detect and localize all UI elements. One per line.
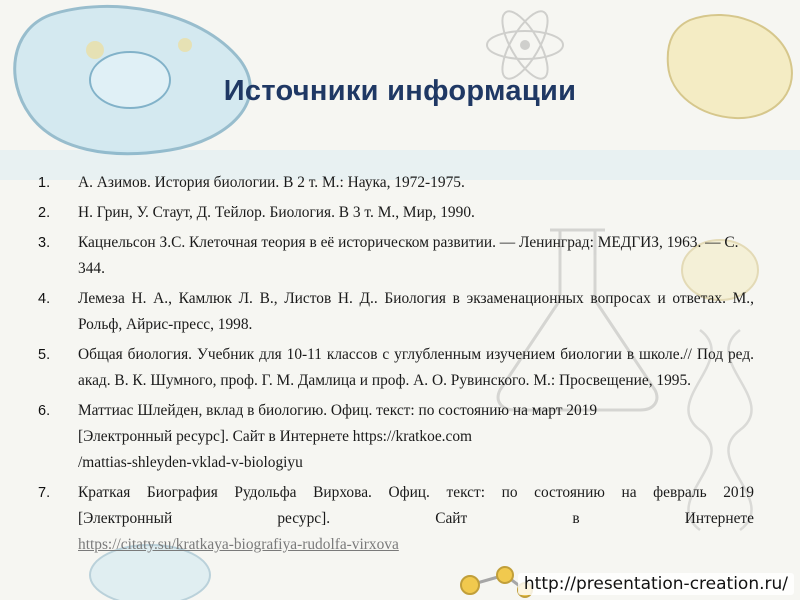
reference-text: Лемеза Н. А., Камлюк Л. В., Листов Н. Д.. Биология в экзаменационных вопросах и ответах. М., Рольф, Айрис-пресс, 1998.: [78, 290, 754, 333]
reference-text-line: [Электронный ресурс]. Сайт в Интернете https://kratkoe.com: [78, 428, 473, 445]
cell-dot-icon: [86, 41, 104, 59]
reference-text-line: Краткая Биография Рудольфа Вирхова. Офиц. текст: по состоянию на февраль 2019: [78, 484, 754, 501]
reference-number: 7.: [38, 485, 51, 501]
cell-dot-icon: [178, 38, 192, 52]
reference-item-7: [38, 480, 754, 558]
reference-item-2: [38, 200, 754, 226]
reference-number: 6.: [38, 403, 51, 419]
atom-icon: [487, 5, 563, 85]
reference-link[interactable]: https://citaty.su/kratkaya-biografiya-rudolfa-virxova: [78, 536, 399, 553]
slide-title: Источники информации: [223, 75, 577, 107]
reference-text: Общая биология. Учебник для 10-11 классов с углубленным изучением биологии в школе.// Под ред. акад. В. К. Шумного, проф. Г. М. Дамлица и проф. А. О. Рувинского. М.: Просвещение, 1995.: [78, 346, 754, 389]
reference-text-line: /mattias-shleyden-vklad-v-biologiyu: [78, 454, 303, 471]
reference-text-line: [Электронный ресурс]. Сайт в Интернете: [78, 510, 754, 527]
reference-number: 1.: [38, 175, 51, 191]
reference-item-1: [38, 170, 754, 196]
reference-item-6: [38, 398, 754, 476]
reference-item-5: [38, 342, 754, 394]
reference-number: 3.: [38, 235, 51, 251]
references-list: [38, 170, 754, 562]
reference-number: 5.: [38, 347, 51, 363]
reference-item-3: [38, 230, 754, 282]
reference-number: 4.: [38, 291, 51, 307]
reference-text: А. Азимов. История биологии. В 2 т. М.: Наука, 1972-1975.: [78, 174, 465, 191]
watermark-url[interactable]: http://presentation-creation.ru/: [518, 573, 794, 595]
reference-number: 2.: [38, 205, 51, 221]
reference-text-line: Маттиас Шлейден, вклад в биологию. Офиц. текст: по состоянию на март 2019: [78, 402, 598, 419]
reference-text: Кацнельсон З.С. Клеточная теория в её историческом развитии. — Ленинград: МЕДГИЗ, 1963. — С. 344.: [78, 234, 739, 277]
reference-text: Н. Грин, У. Стаут, Д. Тейлор. Биология. В 3 т. М., Мир, 1990.: [78, 204, 475, 221]
reference-item-4: [38, 286, 754, 338]
